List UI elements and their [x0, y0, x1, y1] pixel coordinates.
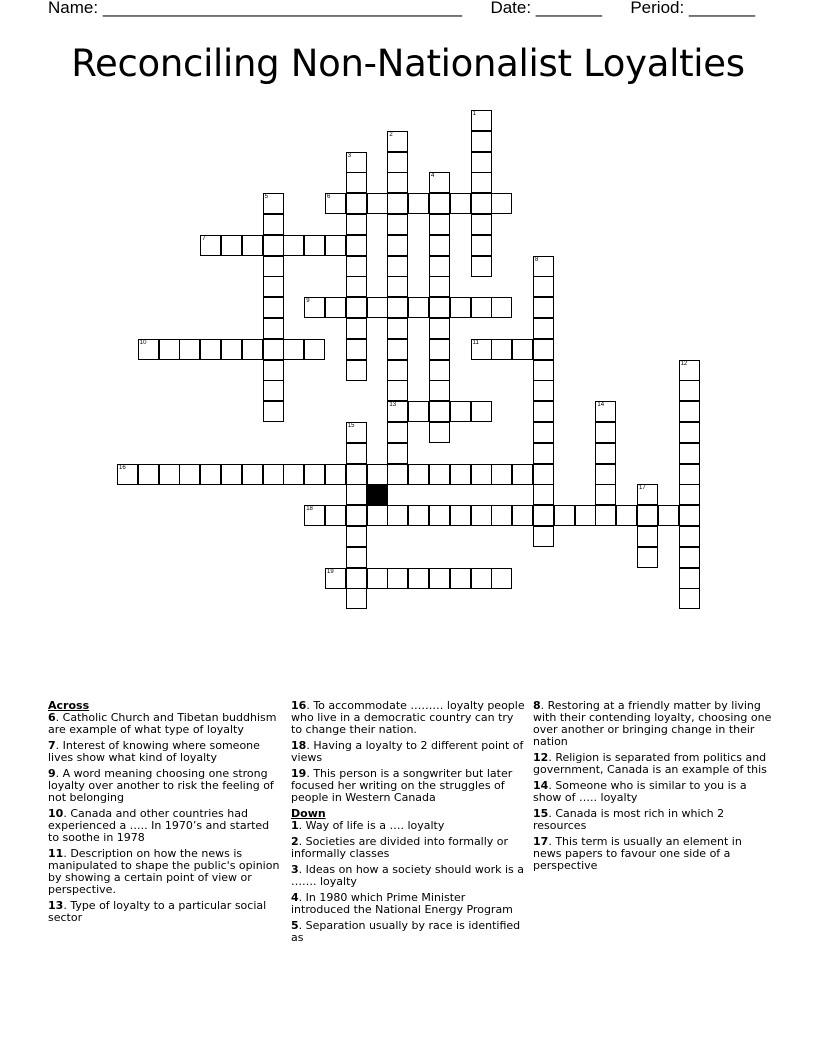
grid-cell[interactable] [263, 401, 284, 422]
grid-cell[interactable] [346, 318, 367, 339]
grid-cell[interactable] [450, 505, 471, 526]
grid-cell[interactable] [679, 360, 700, 381]
grid-cell[interactable] [283, 464, 304, 485]
grid-cell[interactable] [679, 547, 700, 568]
cell-number: 16 [119, 464, 126, 471]
clue-across-16: 16. To accommodate ……… loyalty people who live in a democratic country can try to change their nation. [291, 699, 525, 736]
grid-cell[interactable] [429, 172, 450, 193]
name-label: Name: [48, 0, 99, 17]
grid-cell[interactable] [595, 401, 616, 422]
clue-down-5: 5. Separation usually by race is identified as [291, 919, 521, 944]
grid-cell[interactable] [263, 193, 284, 214]
grid-cell[interactable] [346, 505, 367, 526]
clue-text: Type of loyalty to a particular social sector [48, 899, 267, 924]
cell-number: 3 [347, 152, 352, 159]
header-fields [48, 0, 755, 18]
grid-cell[interactable] [200, 464, 221, 485]
grid-cell[interactable] [471, 401, 492, 422]
grid-cell[interactable] [179, 464, 200, 485]
clue-text: Catholic Church and Tibetan buddhism are example of what type of loyalty [48, 711, 277, 736]
grid-cell[interactable] [387, 131, 408, 152]
grid-cell[interactable] [304, 505, 325, 526]
clue-down-4: 4. In 1980 which Prime Minister introduced the National Energy Program [291, 891, 513, 916]
grid-cell[interactable] [242, 235, 263, 256]
grid-cell[interactable] [242, 339, 263, 360]
cell-number: 7 [202, 235, 206, 242]
grid-cell[interactable] [533, 505, 554, 526]
grid-cell[interactable] [450, 568, 471, 589]
grid-cell[interactable] [325, 193, 346, 214]
cell-number: 2 [389, 131, 393, 138]
clue-down-17: 17. This term is usually an element in news papers to favour one side of a perspective [533, 835, 742, 872]
grid-cell[interactable] [471, 110, 492, 131]
grid-cell[interactable] [679, 380, 700, 401]
grid-cell[interactable] [471, 152, 492, 173]
clue-text: Canada is most rich in which 2 resources [533, 807, 725, 832]
grid-cell[interactable] [595, 443, 616, 464]
grid-cell[interactable] [429, 380, 450, 401]
clue-text: To accommodate ……… loyalty people who live in a democratic country can try to change their nation. [291, 699, 525, 736]
grid-cell[interactable] [221, 339, 242, 360]
grid-cell[interactable] [471, 256, 492, 277]
clue-down-14: 14. Someone who is similar to you is a show of ….. loyalty [533, 779, 747, 804]
grid-cell[interactable] [679, 422, 700, 443]
clue-column-3 [533, 700, 773, 876]
grid-cell[interactable] [387, 318, 408, 339]
clue-column-1 [48, 700, 280, 928]
across-heading: Across [48, 699, 90, 712]
grid-cell[interactable] [367, 505, 388, 526]
grid-cell[interactable] [387, 443, 408, 464]
grid-cell[interactable] [491, 193, 512, 214]
grid-cell[interactable] [346, 297, 367, 318]
grid-cell[interactable] [637, 484, 658, 505]
grid-cell[interactable] [595, 422, 616, 443]
cell-number: 9 [306, 298, 310, 305]
clue-text: Description on how the news is manipulated to shape the public's opinion by showing a certain point of view or perspective. [48, 847, 280, 896]
grid-cell[interactable] [159, 464, 180, 485]
grid-cell[interactable] [346, 276, 367, 297]
clue-number: 12 [533, 751, 549, 764]
grid-cell[interactable] [367, 297, 388, 318]
clue-text: In 1980 which Prime Minister introduced the National Energy Program [291, 891, 513, 916]
grid-cell[interactable] [679, 484, 700, 505]
grid-cell[interactable] [263, 214, 284, 235]
grid-cell[interactable] [325, 235, 346, 256]
clue-number: 13 [48, 899, 64, 912]
grid-cell[interactable] [387, 297, 408, 318]
grid-cell[interactable] [242, 464, 263, 485]
clue-across-18: 18. Having a loyalty to 2 different point of views [291, 739, 524, 764]
grid-cell[interactable] [159, 339, 180, 360]
clue-number: 18 [291, 739, 307, 752]
grid-cell[interactable] [429, 360, 450, 381]
grid-cell[interactable] [346, 152, 367, 173]
clue-across-19: 19. This person is a songwriter but later focused her writing on the struggles of people in Western Canada [291, 767, 513, 804]
cell-number: 4 [431, 173, 435, 180]
clue-text: Societies are divided into formally or informally classes [291, 835, 509, 860]
clue-text: This term is usually an element in news papers to favour one side of a perspective [533, 835, 742, 872]
grid-cell[interactable] [387, 152, 408, 173]
clue-across-9: 9. A word meaning choosing one strong loyalty over another to risk the feeling of not belonging [48, 767, 274, 804]
clue-number: 15 [533, 807, 549, 820]
grid-cell[interactable] [117, 464, 138, 485]
grid-cell[interactable] [387, 235, 408, 256]
grid-cell[interactable] [429, 235, 450, 256]
grid-cell[interactable] [533, 318, 554, 339]
name-blank[interactable]: ______________________________________ [102, 0, 463, 17]
grid-cell[interactable] [263, 256, 284, 277]
grid-cell[interactable] [533, 526, 554, 547]
grid-cell[interactable] [346, 214, 367, 235]
clue-text: Someone who is similar to you is a show of ….. loyalty [533, 779, 747, 804]
grid-cell[interactable] [533, 443, 554, 464]
clue-number: 1 [291, 819, 299, 832]
grid-cell[interactable] [346, 464, 367, 485]
clue-text: Interest of knowing where someone lives show what kind of loyalty [48, 739, 260, 764]
grid-cell[interactable] [429, 401, 450, 422]
clue-number: 7 [48, 739, 56, 752]
grid-cell[interactable] [450, 297, 471, 318]
grid-cell[interactable] [325, 297, 346, 318]
grid-cell[interactable] [346, 339, 367, 360]
grid-cell[interactable] [325, 464, 346, 485]
grid-cell[interactable] [138, 464, 159, 485]
clue-down-2: 2. Societies are divided into formally or informally classes [291, 835, 509, 860]
grid-cell[interactable] [429, 214, 450, 235]
clue-number: 19 [291, 767, 307, 780]
grid-cell[interactable] [533, 297, 554, 318]
grid-cell[interactable] [263, 380, 284, 401]
grid-cell[interactable] [263, 318, 284, 339]
grid-cell[interactable] [471, 568, 492, 589]
grid-cell[interactable] [637, 505, 658, 526]
grid-cell[interactable] [346, 484, 367, 505]
grid-cell[interactable] [387, 568, 408, 589]
grid-cell[interactable] [533, 380, 554, 401]
clue-text: Canada and other countries had experienced a ….. In 1970’s and started to soothe in 1978 [48, 807, 270, 844]
period-label: Period: [630, 0, 685, 17]
clue-across-13: 13. Type of loyalty to a particular social sector [48, 899, 267, 924]
clue-text: Ideas on how a society should work is a ……. loyalty [291, 863, 524, 888]
clue-number: 4 [291, 891, 299, 904]
grid-cell[interactable] [595, 505, 616, 526]
grid-cell[interactable] [221, 464, 242, 485]
clue-down-15: 15. Canada is most rich in which 2 resources [533, 807, 725, 832]
clue-across-11: 11. Description on how the news is manipulated to shape the public's opinion by showing a certain point of view or perspective. [48, 847, 280, 896]
clue-number: 3 [291, 863, 299, 876]
grid-cell[interactable] [471, 464, 492, 485]
grid-cell[interactable] [221, 235, 242, 256]
clue-across-7: 7. Interest of knowing where someone lives show what kind of loyalty [48, 739, 260, 764]
cell-number: 8 [535, 256, 539, 263]
grid-cell[interactable] [429, 193, 450, 214]
clue-text: Way of life is a …. loyalty [305, 819, 445, 832]
grid-cell[interactable] [387, 172, 408, 193]
grid-cell[interactable] [616, 505, 637, 526]
grid-cell[interactable] [346, 443, 367, 464]
grid-cell[interactable] [408, 297, 429, 318]
grid-cell[interactable] [263, 276, 284, 297]
grid-cell[interactable] [533, 401, 554, 422]
grid-cell[interactable] [471, 339, 492, 360]
clue-text: A word meaning choosing one strong loyalty over another to risk the feeling of not belonging [48, 767, 274, 804]
grid-cell[interactable] [263, 464, 284, 485]
grid-cell[interactable] [533, 276, 554, 297]
grid-cell[interactable] [263, 360, 284, 381]
grid-cell[interactable] [346, 193, 367, 214]
grid-cell[interactable] [304, 297, 325, 318]
grid-cell[interactable] [263, 297, 284, 318]
grid-cell[interactable] [533, 256, 554, 277]
grid-cell[interactable] [471, 131, 492, 152]
date-blank[interactable]: _______ [535, 0, 602, 17]
grid-cell[interactable] [263, 339, 284, 360]
grid-cell[interactable] [304, 464, 325, 485]
clue-down-1: 1. Way of life is a …. loyalty [291, 819, 445, 832]
grid-cell[interactable] [304, 235, 325, 256]
grid-cell[interactable] [387, 214, 408, 235]
grid-cell[interactable] [679, 443, 700, 464]
grid-cell[interactable] [512, 464, 533, 485]
grid-cell[interactable] [387, 401, 408, 422]
clue-number: 16 [291, 699, 307, 712]
cell-number: 17 [639, 485, 646, 492]
cell-number: 6 [327, 194, 331, 201]
grid-cell[interactable] [387, 380, 408, 401]
grid-cell[interactable] [679, 526, 700, 547]
clue-across-6: 6. Catholic Church and Tibetan buddhism are example of what type of loyalty [48, 711, 277, 736]
grid-cell[interactable] [346, 526, 367, 547]
grid-cell[interactable] [471, 505, 492, 526]
clue-number: 11 [48, 847, 64, 860]
grid-cell[interactable] [450, 401, 471, 422]
cell-number: 5 [264, 194, 268, 201]
grid-cell[interactable] [429, 297, 450, 318]
grid-cell[interactable] [491, 464, 512, 485]
clue-number: 8 [533, 699, 541, 712]
clue-text: Separation usually by race is identified as [291, 919, 521, 944]
grid-cell[interactable] [387, 360, 408, 381]
grid-cell[interactable] [491, 339, 512, 360]
grid-cell[interactable] [346, 568, 367, 589]
grid-cell[interactable] [408, 568, 429, 589]
down-heading: Down [291, 807, 326, 820]
grid-cell[interactable] [491, 568, 512, 589]
grid-cell[interactable] [533, 360, 554, 381]
clue-number: 2 [291, 835, 299, 848]
grid-cell[interactable] [387, 339, 408, 360]
grid-cell[interactable] [679, 588, 700, 609]
grid-cell[interactable] [429, 422, 450, 443]
grid-cell[interactable] [138, 339, 159, 360]
cell-number: 15 [347, 423, 355, 429]
grid-cell[interactable] [575, 505, 596, 526]
grid-cell[interactable] [200, 339, 221, 360]
grid-cell[interactable] [471, 193, 492, 214]
grid-cell[interactable] [471, 235, 492, 256]
clue-text: Restoring at a friendly matter by living with their contending loyalty, choosing one over another or bringing change in their nation [533, 699, 772, 748]
grid-cell[interactable] [679, 401, 700, 422]
grid-cell[interactable] [429, 318, 450, 339]
grid-cell[interactable] [429, 256, 450, 277]
clue-across-10: 10. Canada and other countries had experienced a ….. In 1970’s and started to soothe in 1978 [48, 807, 270, 844]
clue-column-2 [291, 700, 527, 948]
grid-cell[interactable] [200, 235, 221, 256]
grid-cell[interactable] [595, 464, 616, 485]
grid-cell[interactable] [658, 505, 679, 526]
grid-cell[interactable] [408, 401, 429, 422]
grid-cell[interactable] [387, 276, 408, 297]
cell-number: 14 [597, 402, 605, 409]
grid-cell[interactable] [429, 339, 450, 360]
grid-cell[interactable] [512, 505, 533, 526]
clue-text: This person is a songwriter but later focused her writing on the struggles of people in Western Canada [291, 767, 513, 804]
grid-cell[interactable] [346, 588, 367, 609]
clue-number: 9 [48, 767, 56, 780]
clue-number: 5 [291, 919, 299, 932]
grid-cell[interactable] [346, 235, 367, 256]
grid-cell[interactable] [387, 464, 408, 485]
grid-cell[interactable] [595, 484, 616, 505]
clue-down-12: 12. Religion is separated from politics and government, Canada is an example of this [533, 751, 767, 776]
grid-cell[interactable] [179, 339, 200, 360]
grid-cell[interactable] [512, 339, 533, 360]
grid-cell[interactable] [679, 505, 700, 526]
grid-cell[interactable] [429, 276, 450, 297]
grid-cell[interactable] [346, 360, 367, 381]
date-label: Date: [490, 0, 532, 17]
grid-cell[interactable] [471, 214, 492, 235]
grid-cell[interactable] [533, 422, 554, 443]
grid-cell[interactable] [429, 464, 450, 485]
grid-cell[interactable] [533, 484, 554, 505]
clue-text: Having a loyalty to 2 different point of views [291, 739, 524, 764]
clue-text: Religion is separated from politics and government, Canada is an example of this [533, 751, 767, 776]
grid-cell[interactable] [346, 256, 367, 277]
grid-cell[interactable] [679, 464, 700, 485]
grid-cell[interactable] [346, 422, 367, 443]
cell-number: 19 [327, 568, 334, 575]
grid-cell[interactable] [450, 464, 471, 485]
blocked-cell [367, 484, 388, 505]
clue-number: 6 [48, 711, 56, 724]
grid-cell[interactable] [471, 297, 492, 318]
cell-number: 18 [306, 506, 313, 513]
grid-cell[interactable] [387, 422, 408, 443]
grid-cell[interactable] [491, 505, 512, 526]
clue-number: 17 [533, 835, 549, 848]
grid-cell[interactable] [346, 547, 367, 568]
grid-cell[interactable] [367, 464, 388, 485]
grid-cell[interactable] [429, 505, 450, 526]
grid-cell[interactable] [387, 505, 408, 526]
grid-cell[interactable] [533, 464, 554, 485]
grid-cell[interactable] [679, 568, 700, 589]
grid-cell[interactable] [283, 235, 304, 256]
cell-number: 12 [680, 360, 688, 367]
clue-down-8: 8. Restoring at a friendly matter by living with their contending loyalty, choosing one over another or bringing change in their nation [533, 699, 772, 748]
grid-cell[interactable] [367, 568, 388, 589]
grid-cell[interactable] [283, 339, 304, 360]
page-title: Reconciling Non-Nationalist Loyalties [71, 42, 745, 85]
grid-cell[interactable] [491, 297, 512, 318]
grid-cell[interactable] [263, 235, 284, 256]
clue-number: 14 [533, 779, 549, 792]
grid-cell[interactable] [637, 547, 658, 568]
cell-number: 13 [389, 402, 397, 409]
clue-down-3: 3. Ideas on how a society should work is a ……. loyalty [291, 863, 524, 888]
grid-cell[interactable] [429, 568, 450, 589]
grid-cell[interactable] [408, 505, 429, 526]
grid-cell[interactable] [304, 339, 325, 360]
grid-cell[interactable] [554, 505, 575, 526]
cell-number: 11 [472, 339, 479, 346]
clue-number: 10 [48, 807, 64, 820]
grid-cell[interactable] [450, 193, 471, 214]
grid-cell[interactable] [325, 568, 346, 589]
grid-cell[interactable] [325, 505, 346, 526]
grid-cell[interactable] [471, 172, 492, 193]
grid-cell[interactable] [533, 339, 554, 360]
period-blank[interactable]: _______ [688, 0, 756, 17]
cell-number: 10 [139, 339, 147, 346]
grid-cell[interactable] [387, 193, 408, 214]
grid-cell[interactable] [408, 464, 429, 485]
grid-cell[interactable] [408, 193, 429, 214]
grid-cell[interactable] [637, 526, 658, 547]
grid-cell[interactable] [346, 172, 367, 193]
grid-cell[interactable] [367, 193, 388, 214]
cell-number: 1 [472, 111, 476, 117]
grid-cell[interactable] [387, 256, 408, 277]
